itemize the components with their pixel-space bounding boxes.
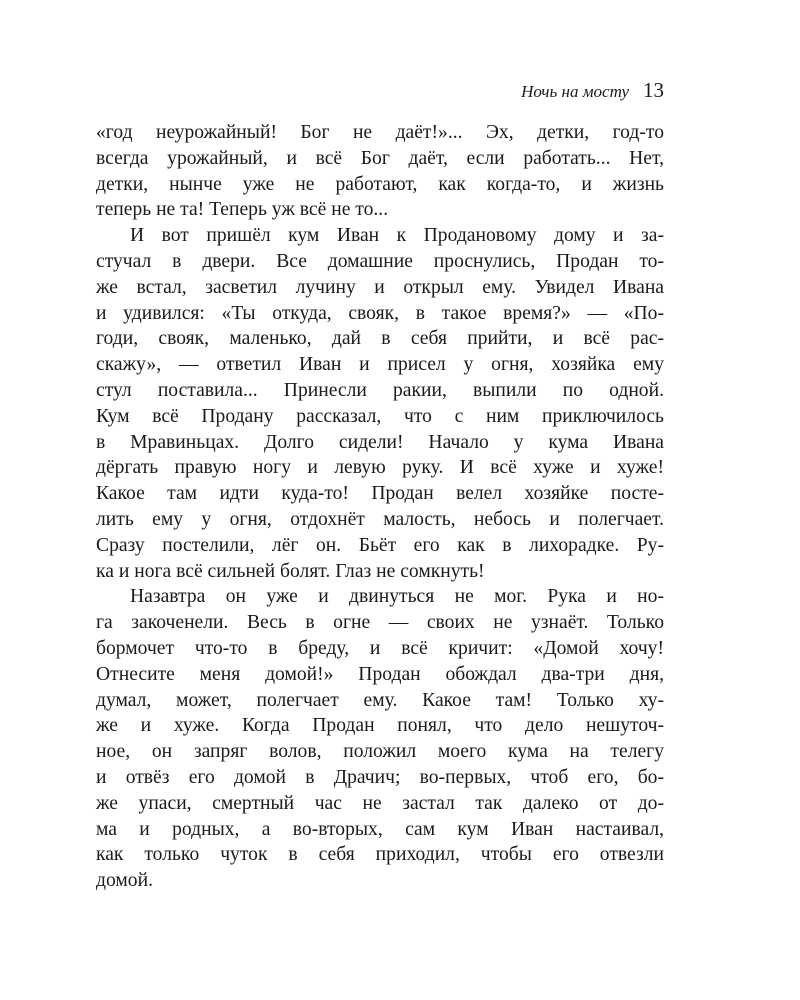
text-line: всегда урожайный, и всё Бог даёт, если работать... Нет, [96,147,664,169]
text-line: стучал в двери. Все домашние проснулись, Продан то- [96,250,664,272]
text-line: «год неурожайный! Бог не даёт!»... Эх, детки, год-то [96,122,664,143]
text-line: Назавтра он уже и двинуться не мог. Рука и но- [130,586,664,608]
text-line: ное, он запряг волов, положил моего кума на телегу [96,741,664,763]
text-line: бормочет что-то в бреду, и всё кричит: «Домой хочу! [96,637,664,659]
text-line: теперь не та! Теперь уж всё не то... [96,199,389,221]
text-line: как только чуток в себя приходил, чтобы его отвезли [96,844,664,866]
text-line: детки, нынче уже не работают, как когда-то, и жизнь [96,173,664,195]
text-line: Отнесите меня домой!» Продан обождал два-три дня, [96,663,664,685]
text-line: Кум всё Продану рассказал, что с ним приключилось [96,405,664,427]
text-line: ма и родных, а во-вторых, сам кум Иван настаивал, [96,818,664,840]
text-line: Сразу постелили, лёг он. Бьёт его как в лихорадке. Ру- [96,534,664,556]
text-line: и отвёз его домой в Драчич; во-первых, чтоб его, бо- [96,766,664,788]
paragraph [96,223,664,584]
running-title: Ночь на мосту [521,82,629,101]
text-line: же встал, засветил лучину и открыл ему. Увидел Ивана [96,276,664,298]
text-line: скажу», — ответил Иван и присел у огня, хозяйка ему [96,354,664,376]
text-line: га закоченели. Весь в огне — своих не узнаёт. Только [96,612,664,634]
text-line: дёргать правую ногу и левую руку. И всё хуже и хуже! [96,457,664,479]
text-line: домой. [96,870,153,892]
text-line: и удивился: «Ты откуда, свояк, в такое время?» — «По- [96,302,664,324]
text-line: И вот пришёл кум Иван к Продановому дому и за- [130,225,664,247]
text-line: ка и нога всё сильней болят. Глаз не сомкнуть! [96,560,485,582]
running-head [521,78,664,103]
paragraph [96,120,664,223]
text-line: же и хуже. Когда Продан понял, что дело нешуточ- [96,715,664,737]
text-line: стул поставила... Принесли ракии, выпили по одной. [96,379,664,401]
text-line: думал, может, полегчает ему. Какое там! Только ху- [96,689,664,711]
text-line: годи, свояк, маленько, дай в себя прийти, и всё рас- [96,328,664,350]
book-page [96,0,664,1000]
text-line: же упаси, смертный час не застал так далеко от до- [96,792,664,814]
text-line: в Мравиньцах. Долго сидели! Начало у кума Ивана [96,431,664,453]
text-line: Какое там идти куда-то! Продан велел хозяйке посте- [96,483,664,505]
body-text [96,120,664,894]
page-number: 13 [643,78,664,102]
text-line: лить ему у огня, отдохнёт малость, небось и полегчает. [96,508,664,530]
paragraph [96,584,664,894]
